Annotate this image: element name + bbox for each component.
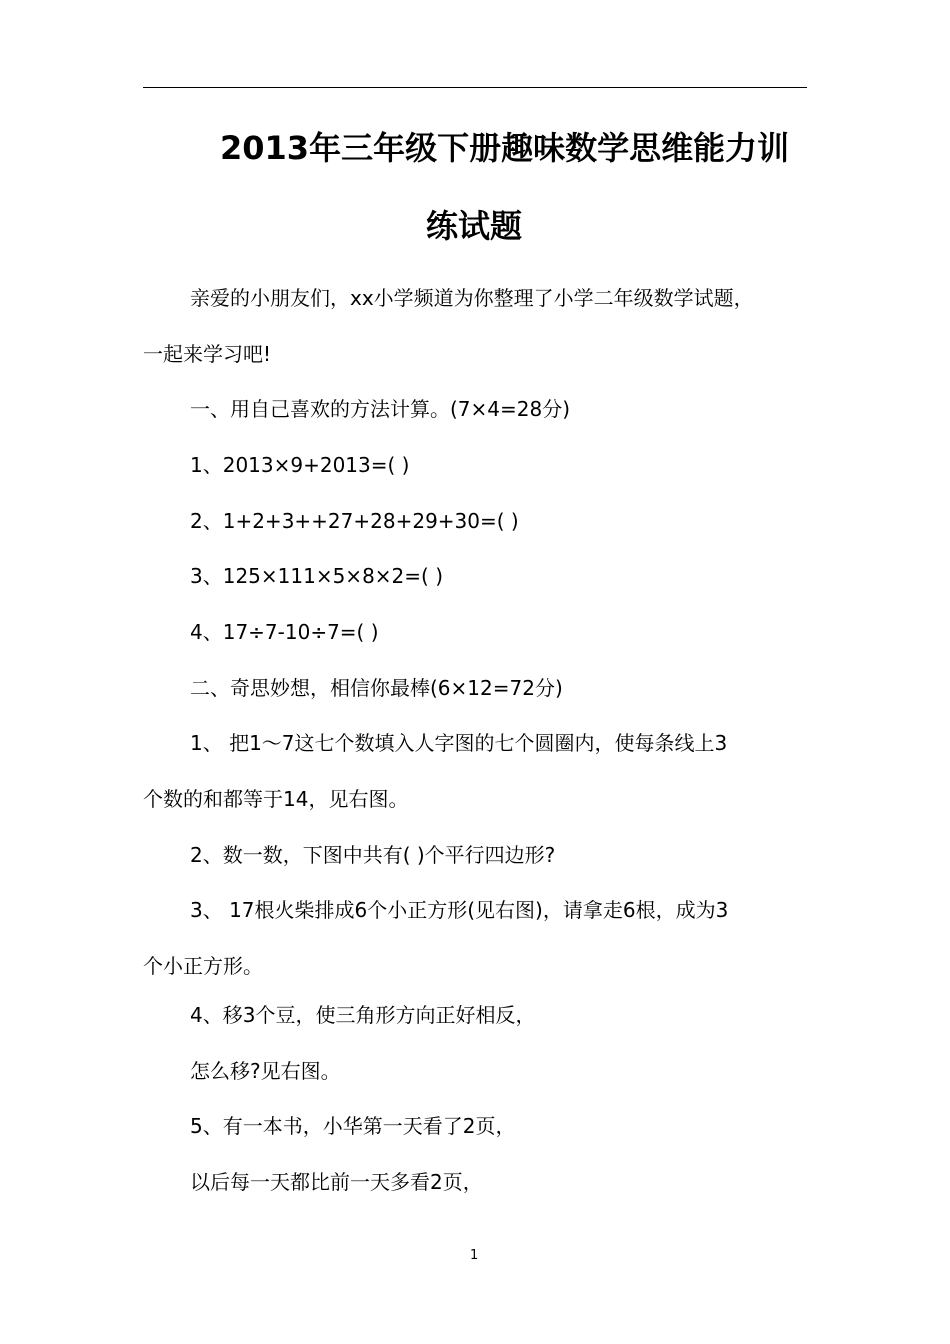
question-2-3-line-1: 3、 17根火柴排成6个小正方形(见右图)，请拿走6根，成为3 [190,898,729,922]
question-2-5-line-2: 以后每一天都比前一天多看2页， [190,1170,483,1194]
question-2-1-line-2: 个数的和都等于14，见右图。 [143,787,409,811]
question-1-1: 1、2013×9+2013=( ) [190,453,410,477]
question-1-3: 3、125×111×5×8×2=( ) [190,564,443,588]
page-number: 1 [470,1248,479,1263]
question-2-3-line-2: 个小正方形。 [143,954,263,978]
question-2-4-line-2: 怎么移?见右图。 [190,1059,341,1083]
question-2-1-line-1: 1、 把1～7这七个数填入人字图的七个圆圈内，使每条线上3 [190,731,728,755]
header-rule [143,87,807,88]
question-1-4: 4、17÷7-10÷7=( ) [190,620,379,644]
question-2-5-line-1: 5、有一本书，小华第一天看了2页， [190,1114,516,1138]
intro-paragraph-line-1: 亲爱的小朋友们，xx小学频道为你整理了小学二年级数学试题， [190,286,754,310]
document-title-line-2: 练试题 [426,207,523,245]
section-1-heading: 一、用自己喜欢的方法计算。(7×4=28分) [190,397,571,421]
document-title-line-1: 2013年三年级下册趣味数学思维能力训 [220,129,790,167]
section-2-heading: 二、奇思妙想，相信你最棒(6×12=72分) [190,676,563,700]
intro-paragraph-line-2: 一起来学习吧! [143,342,272,366]
question-2-4-line-1: 4、移3个豆，使三角形方向正好相反， [190,1003,536,1027]
question-2-2: 2、数一数，下图中共有( )个平行四边形? [190,843,556,867]
question-1-2: 2、1+2+3++27+28+29+30=( ) [190,509,519,533]
